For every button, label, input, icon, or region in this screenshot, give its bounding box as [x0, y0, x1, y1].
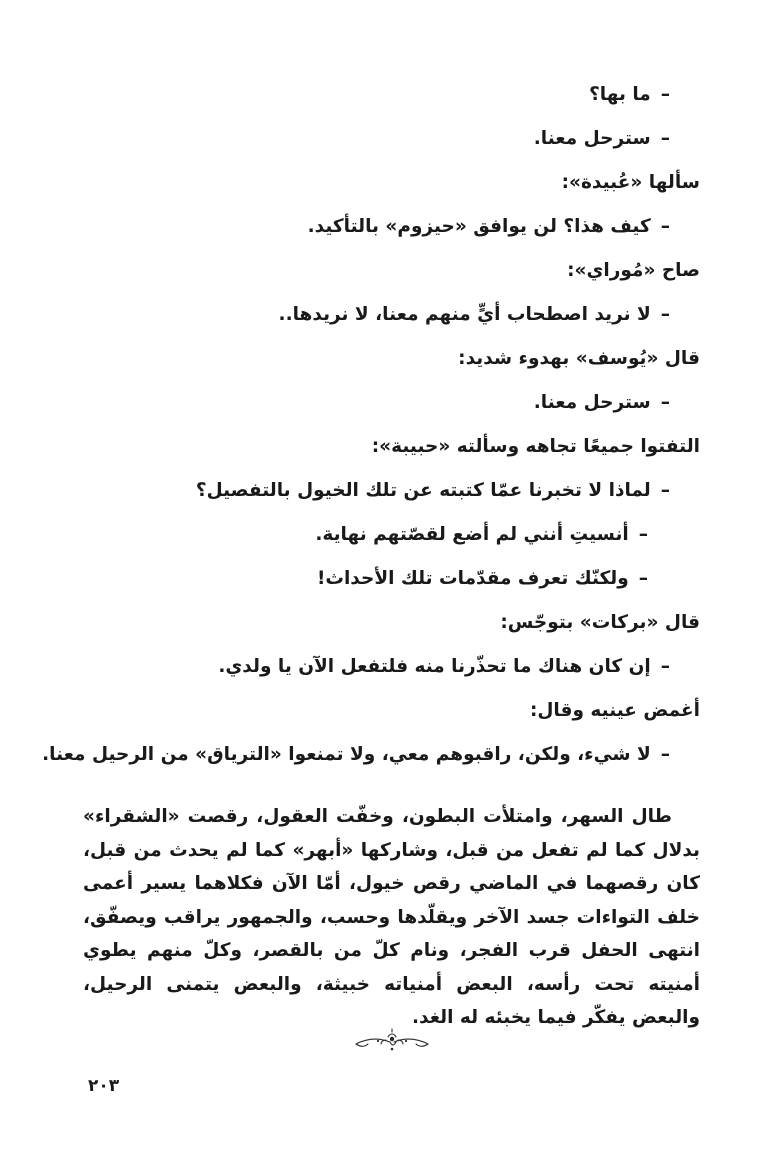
dialogue-block: [42, 84, 700, 788]
section-divider: [0, 1028, 783, 1054]
line-text: أغمض عينيه وقال:: [529, 700, 700, 721]
line-text: قال «يُوسف» بهدوء شديد:: [458, 348, 700, 369]
dialogue-dash: –: [660, 392, 670, 413]
line-text: صاح «مُوراي»:: [567, 260, 700, 281]
line-text: سألها «عُبيدة»:: [561, 172, 700, 193]
line-text: التفتوا جميعًا تجاهه وسألته «حبيبة»:: [371, 436, 700, 457]
dialogue-line: [83, 128, 700, 149]
dialogue-dash: –: [660, 216, 670, 237]
line-text: أنسيتِ أنني لم أضع لقصّتهم نهاية.: [315, 524, 629, 545]
narration-line: [83, 436, 700, 457]
line-text: لا نريد اصطحاب أيٍّ منهم معنا، لا نريدها..: [278, 304, 651, 325]
dialogue-line: [83, 656, 700, 677]
dialogue-line: [83, 524, 700, 545]
line-text: لماذا لا تخبرنا عمّا كتبته عن تلك الخيول بالتفصيل؟: [195, 480, 651, 501]
dialogue-dash: –: [660, 128, 670, 149]
narration-line: [83, 612, 700, 633]
line-text: كيف هذا؟ لن يوافق «حيزوم» بالتأكيد.: [307, 216, 651, 237]
line-text: قال «بركات» بتوجّس:: [500, 612, 700, 633]
dialogue-line: [42, 744, 700, 765]
narration-line: [83, 260, 700, 281]
dialogue-line: [83, 568, 700, 589]
closing-paragraph: طال السهر، وامتلأت البطون، وخفّت العقول، رقصت «الشقراء» بدلال كما لم تفعل من قبل، وشاركها «أبهر» كما لم يحدث من قبل، كان رقصهما في الماضي رقص خيول، أمّا الآن فكلاهما يسير أعمى خلف التواءات جسد الآخر ويقلّدها وحسب، والجمهور يراقب ويصفّق، انتهى الحفل قرب الفجر، ونام كلّ من بالقصر، وكلّ منهم يطوي أمنيته تحت رأسه، البعض أمنياته خبيثة، والبعض يتمنى الرحيل، والبعض يفكّر فيما يخبئه له الغد.: [83, 806, 700, 1028]
line-text: ولكنّك تعرف مقدّمات تلك الأحداث!: [316, 568, 629, 589]
line-text: إن كان هناك ما تحذّرنا منه فلتفعل الآن يا ولدي.: [218, 656, 651, 677]
dialogue-dash: –: [660, 744, 670, 765]
narration-line: [83, 172, 700, 193]
flourish-icon: [350, 1028, 434, 1054]
narration-line: [83, 348, 700, 369]
dialogue-dash: –: [638, 524, 648, 545]
line-text: ما بها؟: [589, 84, 651, 105]
dialogue-line: [83, 216, 700, 237]
line-text: لا شيء، ولكن، راقبوهم معي، ولا تمنعوا «الترياق» من الرحيل معنا.: [42, 744, 651, 765]
page-number: ٢٠٣: [88, 1076, 120, 1096]
line-text: سترحل معنا.: [533, 128, 651, 149]
dialogue-dash: –: [660, 480, 670, 501]
dialogue-line: [83, 84, 700, 105]
dialogue-dash: –: [660, 84, 670, 105]
dialogue-dash: –: [638, 568, 648, 589]
dialogue-line: [83, 480, 700, 501]
line-text: سترحل معنا.: [533, 392, 651, 413]
dialogue-line: [83, 392, 700, 413]
dialogue-dash: –: [660, 656, 670, 677]
dialogue-line: [83, 304, 700, 325]
narration-line: [83, 700, 700, 721]
dialogue-dash: –: [660, 304, 670, 325]
